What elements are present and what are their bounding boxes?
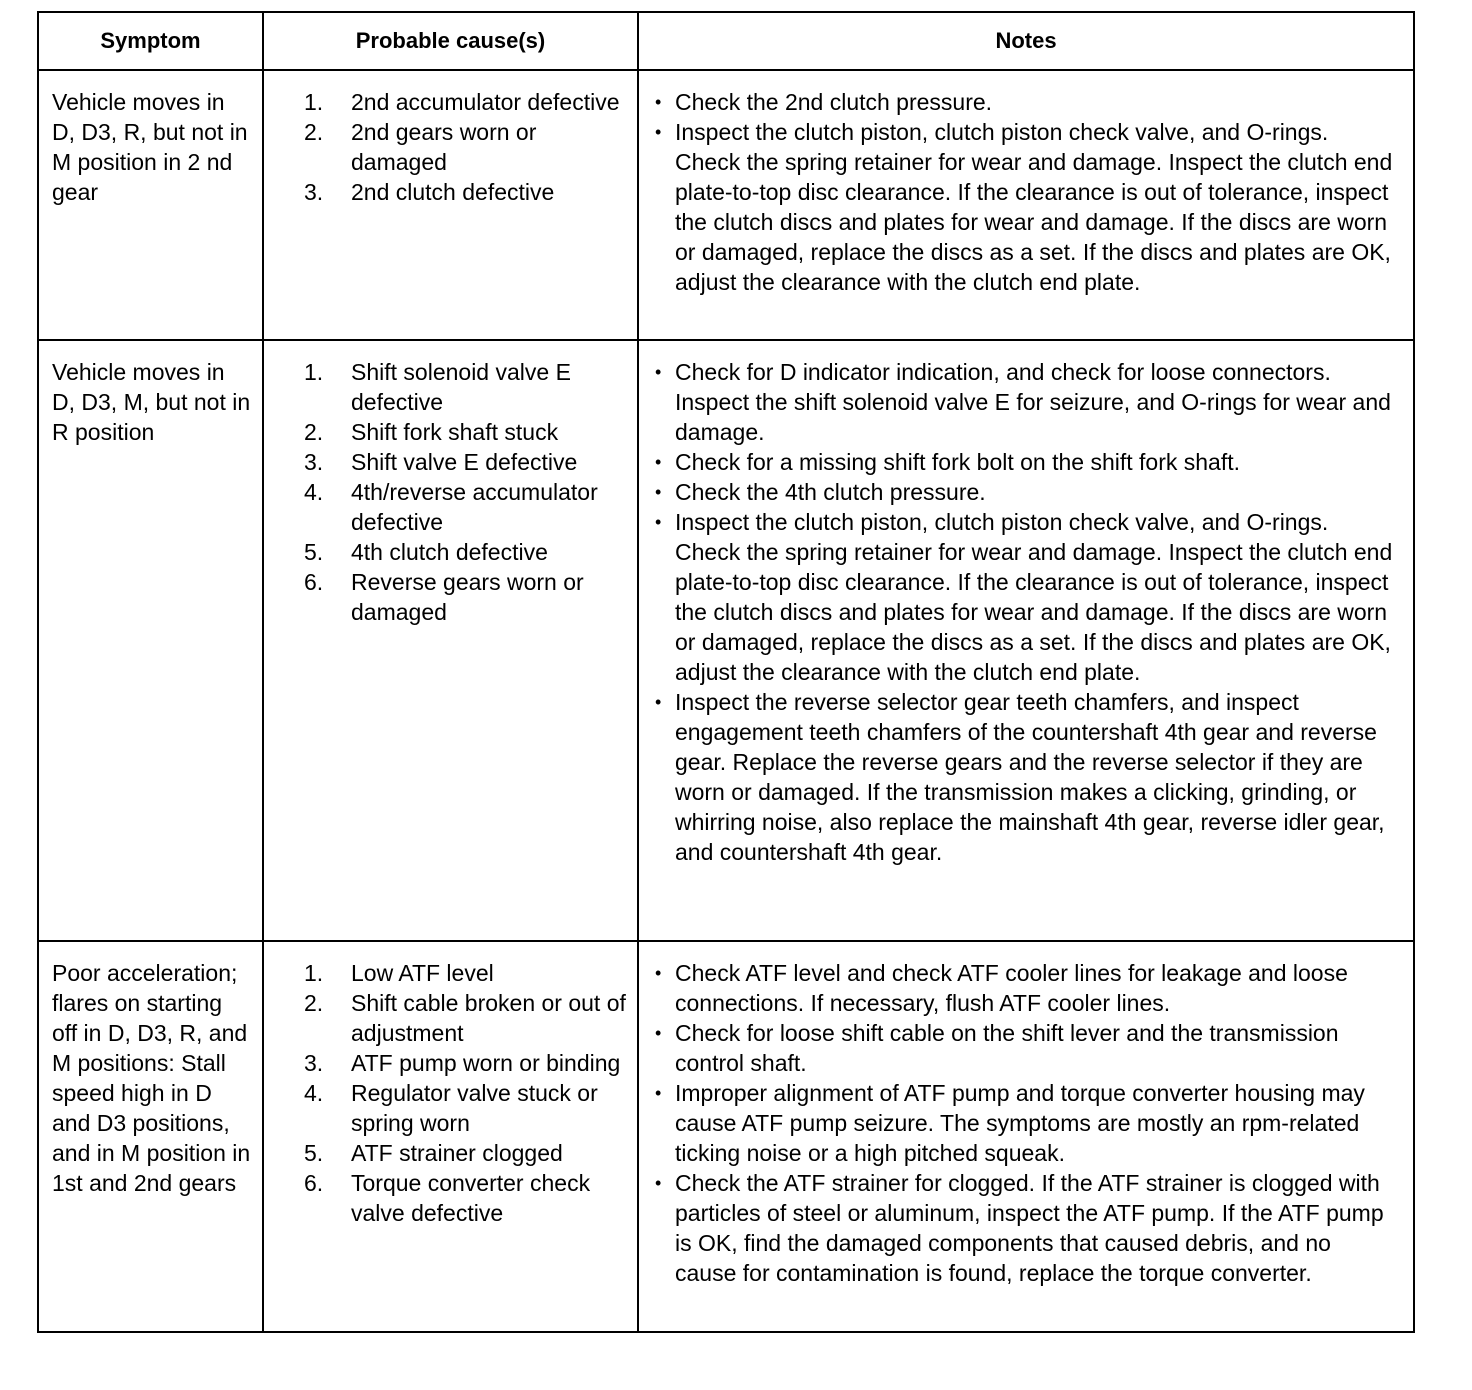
note-item xyxy=(655,447,1397,477)
cause-number: 4. xyxy=(304,1080,324,1106)
cause-item xyxy=(304,567,631,627)
note-item xyxy=(655,687,1397,867)
cause-number: 2. xyxy=(304,119,324,145)
note-item xyxy=(655,477,1397,507)
cause-text: Shift valve E defective xyxy=(351,449,578,475)
cause-text: Torque converter check valve defective xyxy=(351,1170,591,1226)
cause-text: Reverse gears worn or damaged xyxy=(351,569,584,625)
cause-number: 4. xyxy=(304,479,324,505)
note-text: Check for a missing shift fork bolt on the shift fork shaft. xyxy=(675,449,1241,475)
cause-item xyxy=(304,357,631,417)
cause-item xyxy=(304,1138,631,1168)
bullet-icon: • xyxy=(655,963,662,983)
note-item xyxy=(655,958,1397,1018)
note-text: Check for D indicator indication, and check for loose connectors. Inspect the shift solenoid valve E for seizure, and O-rings for wear and damage. xyxy=(675,359,1391,445)
cause-number: 5. xyxy=(304,539,324,565)
header-row xyxy=(38,12,1414,70)
notes-cell xyxy=(638,340,1414,941)
cause-list xyxy=(304,958,631,1228)
note-text: Check for loose shift cable on the shift lever and the transmission control shaft. xyxy=(675,1020,1339,1076)
cause-item xyxy=(304,537,631,567)
cause-item xyxy=(304,87,631,117)
cause-text: Shift cable broken or out of adjustment xyxy=(351,990,626,1046)
causes-cell xyxy=(263,941,638,1332)
cause-item xyxy=(304,1168,631,1228)
bullet-icon: • xyxy=(655,1173,662,1193)
cause-number: 3. xyxy=(304,179,324,205)
cause-number: 1. xyxy=(304,89,324,115)
cause-item xyxy=(304,417,631,447)
cause-number: 2. xyxy=(304,990,324,1016)
cause-number: 3. xyxy=(304,1050,324,1076)
cause-item xyxy=(304,988,631,1048)
cause-text: 2nd gears worn or damaged xyxy=(351,119,537,175)
symptom-cell: Poor acceleration; flares on starting off in D, D3, R, and M positions: Stall speed high in D and D3 positions, and in M position in 1st and 2nd gears xyxy=(38,941,263,1332)
table-row xyxy=(38,941,1414,1332)
bullet-icon: • xyxy=(655,92,662,112)
cause-item xyxy=(304,958,631,988)
bullet-icon: • xyxy=(655,1023,662,1043)
notes-cell xyxy=(638,70,1414,340)
note-text: Inspect the clutch piston, clutch piston check valve, and O-rings. Check the spring retainer for wear and damage. Inspect the clutch end plate-to-top disc clearance. If the clearance is out of tolerance, inspect the clutch discs and plates for wear and damage. If the discs are worn or damaged, replace the discs as a set. If the discs and plates are OK, adjust the clearance with the clutch end plate. xyxy=(675,509,1393,685)
cause-number: 2. xyxy=(304,419,324,445)
bullet-icon: • xyxy=(655,1083,662,1103)
note-text: Check the ATF strainer for clogged. If the ATF strainer is clogged with particles of steel or aluminum, inspect the ATF pump. If the ATF pump is OK, find the damaged components that caused debris, and no cause for contamination is found, replace the torque converter. xyxy=(675,1170,1384,1286)
note-item xyxy=(655,1018,1397,1078)
bullet-icon: • xyxy=(655,692,662,712)
bullet-icon: • xyxy=(655,452,662,472)
cause-number: 6. xyxy=(304,1170,324,1196)
bullet-icon: • xyxy=(655,362,662,382)
header-notes: Notes xyxy=(638,12,1414,70)
symptom-cell: Vehicle moves in D, D3, R, but not in M position in 2 nd gear xyxy=(38,70,263,340)
cause-text: Shift fork shaft stuck xyxy=(351,419,559,445)
note-text: Improper alignment of ATF pump and torque converter housing may cause ATF pump seizure. The symptoms are mostly an rpm-related ticking noise or a high pitched squeak. xyxy=(675,1080,1365,1166)
cause-text: 4th clutch defective xyxy=(351,539,548,565)
note-text: Inspect the clutch piston, clutch piston check valve, and O-rings. Check the spring retainer for wear and damage. Inspect the clutch end plate-to-top disc clearance. If the clearance is out of tolerance, inspect the clutch discs and plates for wear and damage. If the discs are worn or damaged, replace the discs as a set. If the discs and plates are OK, adjust the clearance with the clutch end plate. xyxy=(675,119,1393,295)
symptom-cell: Vehicle moves in D, D3, M, but not in R position xyxy=(38,340,263,941)
note-item xyxy=(655,357,1397,447)
note-item xyxy=(655,507,1397,687)
note-list xyxy=(655,357,1397,867)
cause-number: 1. xyxy=(304,960,324,986)
cause-list xyxy=(304,357,631,627)
cause-item xyxy=(304,1078,631,1138)
cause-item xyxy=(304,117,631,177)
bullet-icon: • xyxy=(655,482,662,502)
cause-text: 2nd clutch defective xyxy=(351,179,555,205)
troubleshooting-table xyxy=(37,11,1415,1333)
cause-text: Low ATF level xyxy=(351,960,494,986)
cause-text: Shift solenoid valve E defective xyxy=(351,359,571,415)
cause-text: 4th/reverse accumulator defective xyxy=(351,479,598,535)
cause-item xyxy=(304,477,631,537)
note-item xyxy=(655,1078,1397,1168)
cause-item xyxy=(304,177,631,207)
bullet-icon: • xyxy=(655,122,662,142)
cause-number: 3. xyxy=(304,449,324,475)
cause-number: 1. xyxy=(304,359,324,385)
cause-text: ATF pump worn or binding xyxy=(351,1050,621,1076)
cause-text: 2nd accumulator defective xyxy=(351,89,620,115)
cause-number: 6. xyxy=(304,569,324,595)
cause-text: Regulator valve stuck or spring worn xyxy=(351,1080,598,1136)
note-item xyxy=(655,117,1397,297)
cause-list xyxy=(304,87,631,207)
note-list xyxy=(655,958,1397,1288)
note-item xyxy=(655,87,1397,117)
table-row xyxy=(38,340,1414,941)
note-text: Inspect the reverse selector gear teeth chamfers, and inspect engagement teeth chamfers of the countershaft 4th gear and reverse gear. Replace the reverse gears and the reverse selector if they are worn or damaged. If the transmission makes a clicking, grinding, or whirring noise, also replace the mainshaft 4th gear, reverse idler gear, and countershaft 4th gear. xyxy=(675,689,1385,865)
note-list xyxy=(655,87,1397,297)
note-item xyxy=(655,1168,1397,1288)
cause-item xyxy=(304,447,631,477)
note-text: Check the 2nd clutch pressure. xyxy=(675,89,993,115)
table-row xyxy=(38,70,1414,340)
notes-cell xyxy=(638,941,1414,1332)
cause-number: 5. xyxy=(304,1140,324,1166)
note-text: Check ATF level and check ATF cooler lines for leakage and loose connections. If necessary, flush ATF cooler lines. xyxy=(675,960,1348,1016)
bullet-icon: • xyxy=(655,512,662,532)
note-text: Check the 4th clutch pressure. xyxy=(675,479,986,505)
causes-cell xyxy=(263,70,638,340)
cause-item xyxy=(304,1048,631,1078)
header-symptom: Symptom xyxy=(38,12,263,70)
causes-cell xyxy=(263,340,638,941)
header-probable-causes: Probable cause(s) xyxy=(263,12,638,70)
cause-text: ATF strainer clogged xyxy=(351,1140,563,1166)
